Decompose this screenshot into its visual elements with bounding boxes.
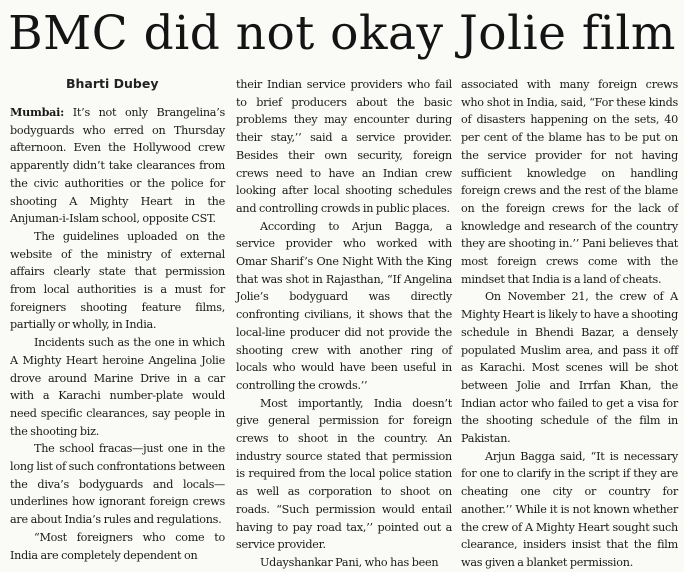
headline: BMC did not okay Jolie film (8, 6, 676, 61)
paragraph (10, 104, 225, 228)
dateline: Mumbai: (10, 105, 65, 119)
paragraph: Incidents such as the one in which A Mighty Heart heroine Angelina Jolie drove around Marine Drive in a car with a Karachi number-plate would need specific clearances, say people in the shooting biz. (10, 336, 225, 438)
article-column-3 (461, 76, 678, 572)
article-column-1 (10, 104, 225, 564)
paragraph-text: It’s not only Brangelina’s bodyguards who erred on Thursday afternoon. Even the Hollywood crew apparently didn’t take clearances from the civic authorities or the police for shooting A Mighty Heart in the Anjuman-i-Islam school, opposite CST. (10, 106, 225, 226)
paragraph: According to Arjun Bagga, a service provider who worked with Omar Sharif’s One Night With the King that was shot in Rajasthan, “If Angelina Jolie’s bodyguard was directly confronting civilians, it shows that the local-line producer did not provide the shooting crew with another ring of locals who would have been useful in controlling the crowds.’’ (236, 219, 452, 392)
paragraph: associated with many foreign crews who shot in India, said, “For these kinds of disasters happening on the sets, 40 per cent of the blame has to be put on the service provider for not having sufficient knowledge on handling foreign crews and the rest of the blame on the foreign crews for the lack of knowledge and research of the country they are shooting in.’’ Pani believes that most foreign crews come with the mindset that India is a land of cheats. (461, 78, 678, 286)
paragraph: Udayshankar Pani, who has been (260, 555, 439, 569)
byline: Bharti Dubey (66, 76, 159, 91)
paragraph: “Most foreigners who come to India are completely dependent on (10, 530, 225, 562)
paragraph: Most importantly, India doesn’t give general permission for foreign crews to shoot in the country. An industry source stated that permission is required from the local police station as well as corporation to shoot on roads. “Such permission would entail having to pay road tax,’’ pointed out a service provider. (236, 396, 452, 552)
article-column-2 (236, 76, 452, 572)
paragraph: their Indian service providers who fail to brief producers about the basic problems they may encounter during their stay,’’ said a service provider. Besides their own security, foreign crews need to have an Indian crew looking after local shooting schedules and controlling crowds in public places. (236, 78, 452, 215)
paragraph: The guidelines uploaded on the website of the ministry of external affairs clearly state that permission from local authorities is a must for foreigners shooting feature films, partially or wholly, in India. (10, 229, 225, 332)
paragraph: On November 21, the crew of A Mighty Heart is likely to have a shooting schedule in Bhendi Bazar, a densely populated Muslim area, and pass it off as Karachi. Most scenes will be shot between Jolie and Irrfan Khan, the Indian actor who failed to get a visa for the shooting schedule of the film in Pakistan. (461, 290, 678, 446)
paragraph: Arjun Bagga said, “It is necessary for one to clarify in the script if they are cheating one city or country for another.’’ While it is not known whether the crew of A Mighty Heart sought such clearance, insiders insist that the film was given a blanket permission. (461, 449, 678, 569)
paragraph: The school fracas—just one in the long list of such confrontations between the diva’s bodyguards and locals—underlines how ignorant foreign crews are about India’s rules and regulations. (10, 442, 226, 527)
